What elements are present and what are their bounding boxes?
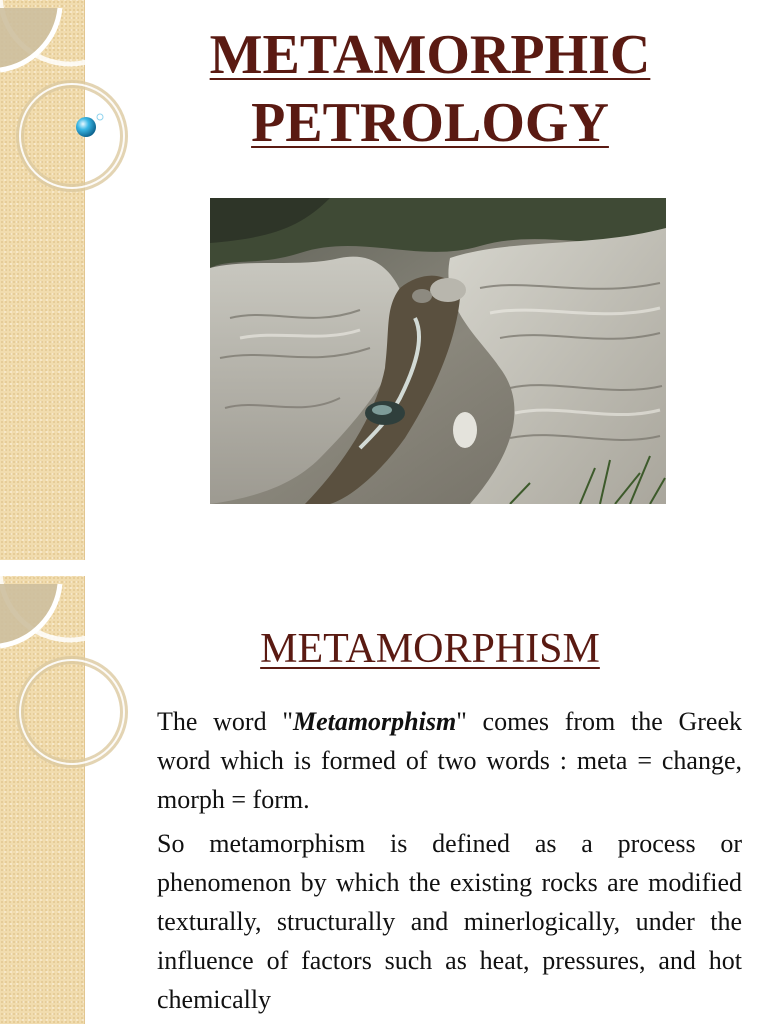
- page-title-line-2: PETROLOGY: [251, 92, 609, 154]
- page-title: METAMORPHIC: [209, 24, 651, 86]
- rock-outcrop-photo: [210, 198, 666, 504]
- paragraph-1: The word "Metamorphism" comes from the Greek word which is formed of two words : meta = change, morph = form.: [157, 707, 742, 814]
- term-metamorphism: Metamorphism: [292, 707, 457, 736]
- paragraph-2: So metamorphism is defined as a process or phenomenon by which the existing rocks are modified texturally, structurally and minerlogically, under the influence of factors such as heat, pressures, and hot chemically: [157, 829, 742, 1014]
- section-heading: METAMORPHISM: [260, 626, 600, 672]
- page-break: [0, 560, 768, 576]
- body-text: [157, 702, 742, 1024]
- blue-bead-icon: [76, 117, 96, 137]
- slide-2: [0, 576, 768, 1024]
